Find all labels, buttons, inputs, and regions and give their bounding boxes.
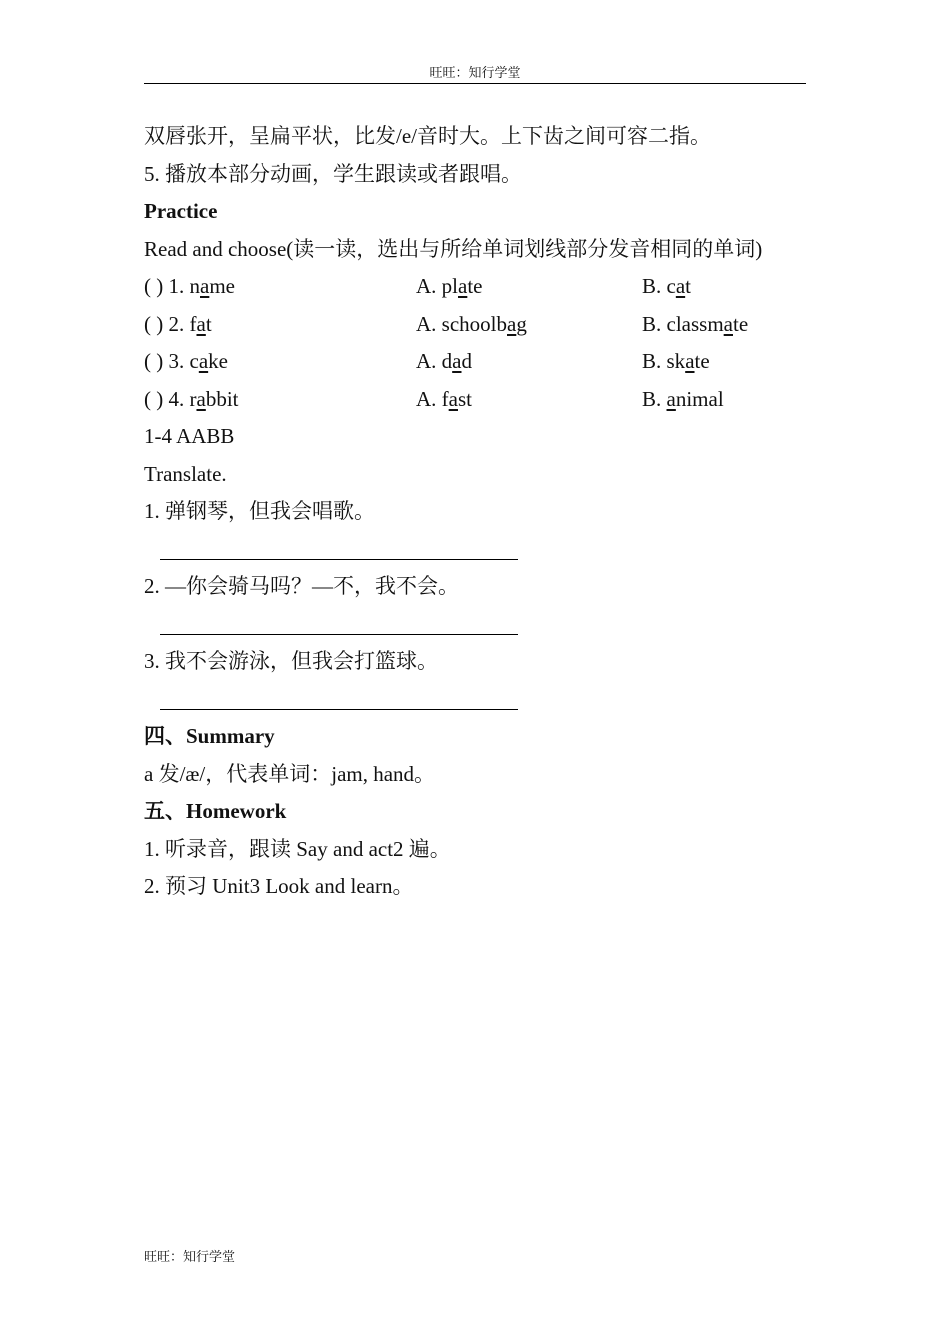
summary-text: a 发/æ/，代表单词：jam, hand。 (144, 761, 436, 786)
question-2-option-a: A. schoolbag (416, 311, 527, 336)
answer-line-3 (160, 709, 518, 710)
question-1-option-a: A. plate (416, 274, 483, 298)
summary-heading: 四、Summary (144, 724, 275, 748)
question-3-option-b: B. skate (642, 349, 710, 373)
translate-item-3: 3. 我不会游泳，但我会打篮球。 (144, 649, 438, 673)
question-1-word: ( ) 1. name (144, 274, 235, 298)
question-row-2 (144, 306, 806, 344)
translate-heading: Translate. (144, 461, 227, 486)
question-1-option-b: B. cat (642, 274, 691, 298)
header-rule (144, 83, 806, 84)
question-4-option-b: B. animal (642, 386, 724, 411)
question-3-word: ( ) 3. cake (144, 349, 228, 373)
homework-item-1: 1. 听录音，跟读 Say and act2 遍。 (144, 836, 451, 861)
answer-blank-3 (144, 681, 806, 719)
homework-heading: 五、Homework (144, 799, 287, 823)
question-2-word: ( ) 2. fat (144, 311, 212, 336)
practice-instruction: Read and choose(读一读，选出与所给单词划线部分发音相同的单词) (144, 236, 763, 261)
practice-heading: Practice (144, 199, 218, 223)
answer-blank-1 (144, 531, 806, 569)
answer-line-1 (160, 559, 518, 560)
translate-item-2: 2. —你会骑马吗？—不，我不会。 (144, 574, 459, 598)
intro-line-2: 5. 播放本部分动画，学生跟读或者跟唱。 (144, 161, 522, 186)
translate-item-1: 1. 弹钢琴，但我会唱歌。 (144, 499, 375, 523)
page-footer: 旺旺：知行学堂 (144, 1249, 236, 1264)
question-row-1 (144, 268, 806, 306)
answer-blank-2 (144, 606, 806, 644)
question-2-option-b: B. classmate (642, 311, 749, 336)
document-body (144, 118, 806, 906)
answer-line-2 (160, 634, 518, 635)
page-header: 旺旺：知行学堂 (429, 65, 521, 80)
question-row-3 (144, 343, 806, 381)
question-4-option-a: A. fast (416, 386, 473, 411)
intro-line-1: 双唇张开，呈扁平状，比发/e/音时大。上下齿之间可容二指。 (144, 124, 711, 148)
question-4-word: ( ) 4. rabbit (144, 386, 239, 411)
question-3-option-a: A. dad (416, 349, 472, 373)
homework-item-2: 2. 预习 Unit3 Look and learn。 (144, 874, 414, 898)
practice-answer: 1-4 AABB (144, 424, 235, 448)
question-row-4 (144, 381, 806, 419)
